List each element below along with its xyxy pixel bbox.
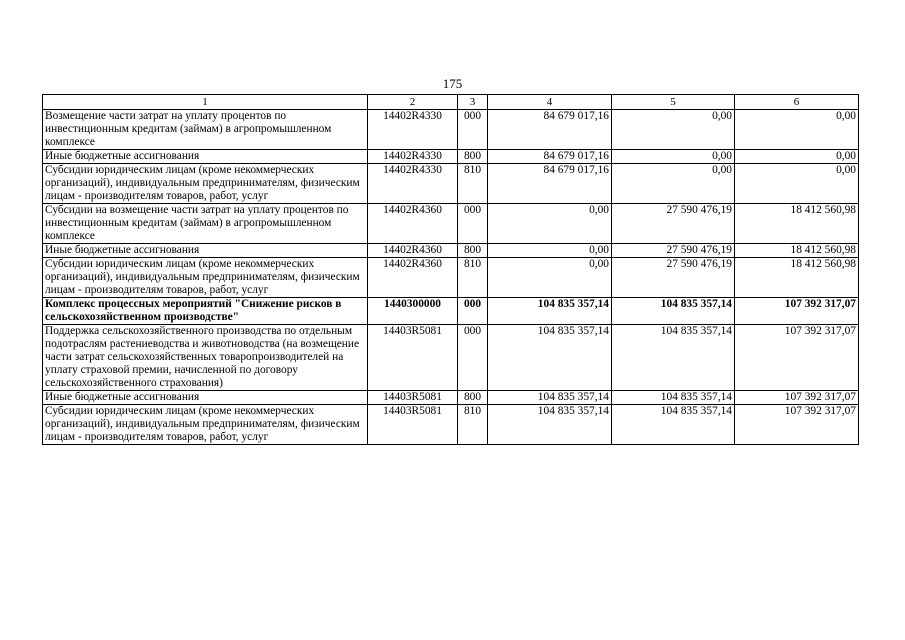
row-code: 14402R4330 <box>368 150 458 164</box>
table-row <box>43 244 859 258</box>
row-value-6: 0,00 <box>735 150 859 164</box>
row-code: 14402R4360 <box>368 258 458 298</box>
row-name: Субсидии юридическим лицам (кроме некоммерческих организаций), индивидуальным предпринимателям, физическим лицам - производителям товаров, работ, услуг <box>43 405 368 445</box>
row-code: 14403R5081 <box>368 391 458 405</box>
table-row <box>43 110 859 150</box>
row-name: Комплекс процессных мероприятий "Снижение рисков в сельскохозяйственном производстве" <box>43 298 368 325</box>
row-value-6: 18 412 560,98 <box>735 244 859 258</box>
row-value-4: 84 679 017,16 <box>488 164 612 204</box>
budget-table <box>42 94 859 445</box>
header-col-5: 5 <box>612 95 735 110</box>
row-code: 14403R5081 <box>368 405 458 445</box>
row-expense-type: 000 <box>458 110 488 150</box>
row-name: Субсидии на возмещение части затрат на уплату процентов по инвестиционным кредитам (займам) в агропромышленном комплексе <box>43 204 368 244</box>
row-value-5: 27 590 476,19 <box>612 244 735 258</box>
row-code: 14402R4330 <box>368 110 458 150</box>
table-row <box>43 204 859 244</box>
row-expense-type: 810 <box>458 164 488 204</box>
row-expense-type: 810 <box>458 405 488 445</box>
row-value-5: 0,00 <box>612 164 735 204</box>
row-expense-type: 000 <box>458 325 488 391</box>
row-code: 14402R4360 <box>368 244 458 258</box>
row-value-4: 104 835 357,14 <box>488 298 612 325</box>
row-value-4: 84 679 017,16 <box>488 150 612 164</box>
row-name: Возмещение части затрат на уплату процентов по инвестиционным кредитам (займам) в агропромышленном комплексе <box>43 110 368 150</box>
row-name: Иные бюджетные ассигнования <box>43 391 368 405</box>
table-row <box>43 391 859 405</box>
row-value-6: 18 412 560,98 <box>735 258 859 298</box>
table-row <box>43 405 859 445</box>
table-row <box>43 164 859 204</box>
row-name: Поддержка сельскохозяйственного производства по отдельным подотраслям растениеводства и животноводства (на возмещение части затрат сельскохозяйственных товаропроизводителей на уплату страховой премии, начисленной по договору сельскохозяйственного страхования) <box>43 325 368 391</box>
row-name: Иные бюджетные ассигнования <box>43 150 368 164</box>
row-value-4: 0,00 <box>488 244 612 258</box>
row-code: 14402R4330 <box>368 164 458 204</box>
row-code: 14402R4360 <box>368 204 458 244</box>
table-row <box>43 258 859 298</box>
row-value-6: 107 392 317,07 <box>735 391 859 405</box>
row-value-4: 104 835 357,14 <box>488 325 612 391</box>
row-expense-type: 800 <box>458 150 488 164</box>
row-value-6: 107 392 317,07 <box>735 325 859 391</box>
header-col-3: 3 <box>458 95 488 110</box>
row-expense-type: 800 <box>458 244 488 258</box>
row-value-6: 107 392 317,07 <box>735 405 859 445</box>
row-code: 1440300000 <box>368 298 458 325</box>
page-number: 175 <box>442 76 463 91</box>
table-row <box>43 150 859 164</box>
row-value-5: 104 835 357,14 <box>612 405 735 445</box>
row-value-6: 0,00 <box>735 110 859 150</box>
row-value-5: 104 835 357,14 <box>612 298 735 325</box>
row-value-6: 107 392 317,07 <box>735 298 859 325</box>
row-name: Иные бюджетные ассигнования <box>43 244 368 258</box>
row-value-4: 0,00 <box>488 204 612 244</box>
row-name: Субсидии юридическим лицам (кроме некоммерческих организаций), индивидуальным предпринимателям, физическим лицам - производителям товаров, работ, услуг <box>43 164 368 204</box>
row-expense-type: 810 <box>458 258 488 298</box>
row-expense-type: 000 <box>458 204 488 244</box>
row-value-4: 84 679 017,16 <box>488 110 612 150</box>
table-row <box>43 325 859 391</box>
table-header-row <box>43 95 859 110</box>
row-value-4: 104 835 357,14 <box>488 391 612 405</box>
row-expense-type: 800 <box>458 391 488 405</box>
row-expense-type: 000 <box>458 298 488 325</box>
row-value-6: 18 412 560,98 <box>735 204 859 244</box>
row-name: Субсидии юридическим лицам (кроме некоммерческих организаций), индивидуальным предпринимателям, физическим лицам - производителям товаров, работ, услуг <box>43 258 368 298</box>
row-value-5: 27 590 476,19 <box>612 258 735 298</box>
header-col-4: 4 <box>488 95 612 110</box>
row-value-4: 0,00 <box>488 258 612 298</box>
header-col-6: 6 <box>735 95 859 110</box>
row-value-5: 104 835 357,14 <box>612 391 735 405</box>
row-value-5: 27 590 476,19 <box>612 204 735 244</box>
row-value-5: 0,00 <box>612 150 735 164</box>
row-value-4: 104 835 357,14 <box>488 405 612 445</box>
row-code: 14403R5081 <box>368 325 458 391</box>
row-value-6: 0,00 <box>735 164 859 204</box>
row-value-5: 104 835 357,14 <box>612 325 735 391</box>
row-value-5: 0,00 <box>612 110 735 150</box>
header-col-2: 2 <box>368 95 458 110</box>
table-row <box>43 298 859 325</box>
header-col-1: 1 <box>43 95 368 110</box>
